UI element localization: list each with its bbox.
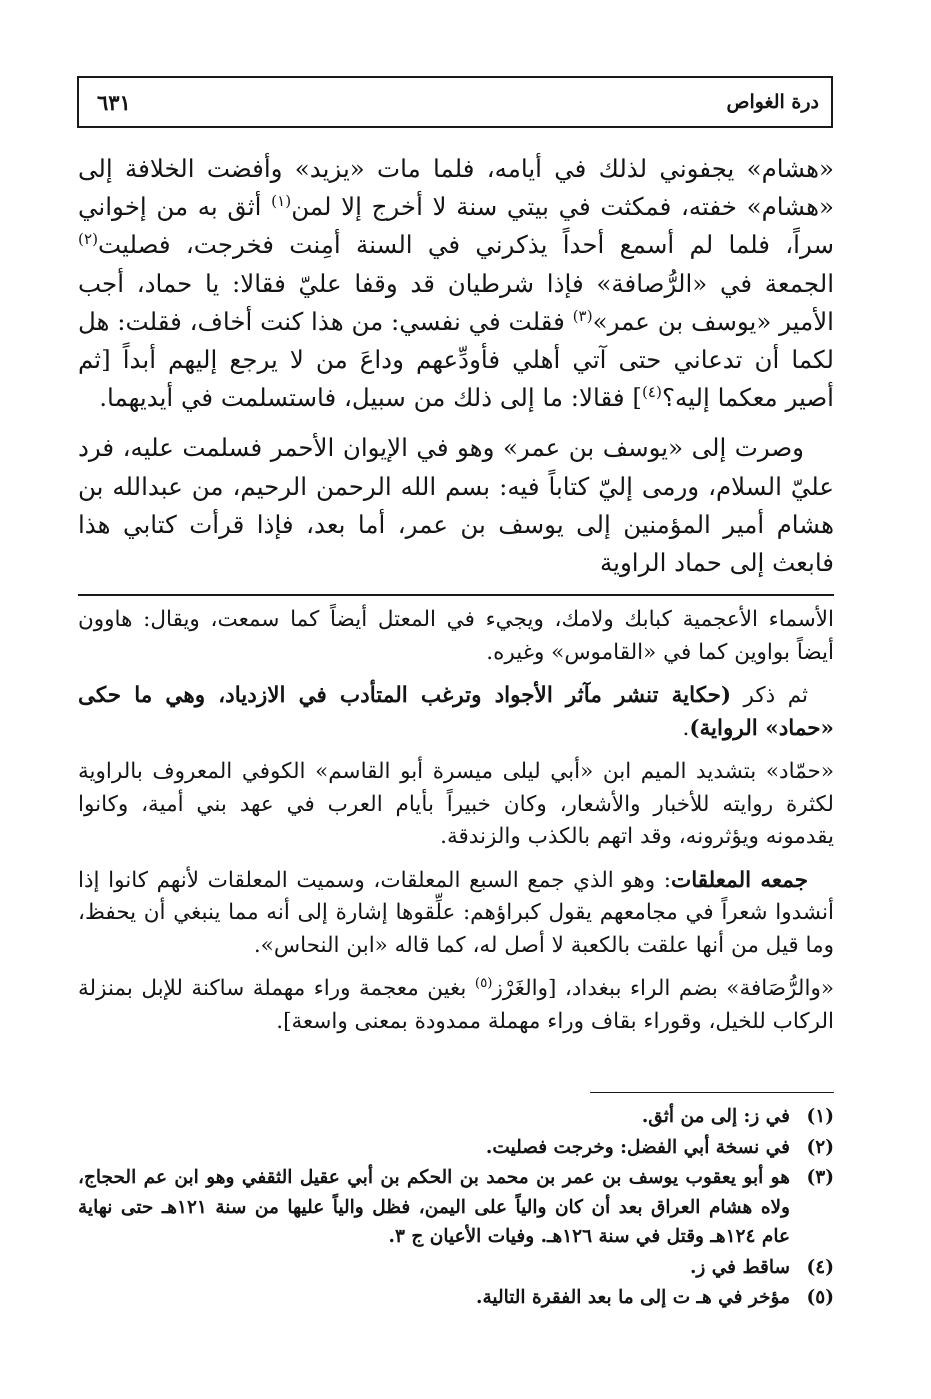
section-divider	[78, 594, 834, 596]
commentary-paragraph	[78, 680, 834, 745]
text-run: أثق به من إخواني سراً، فلما لم أسمع أحداً يذكرني في السنة أمِنت فخرجت، فصليت	[78, 192, 834, 260]
footnote-text: ساقط في ز.	[689, 1256, 790, 1278]
page-number: ٦٣١	[97, 89, 131, 115]
commentary-paragraph	[78, 973, 834, 1038]
running-title: درة الغواص	[726, 91, 819, 113]
text-run: بغين معجمة وراء مهملة ساكنة للإبل بمنزلة الركاب للخيل، وقوراء بقاف وراء مهملة ممدودة بمعنى واسعة].	[78, 976, 834, 1034]
footnote	[78, 1163, 834, 1252]
quoted-heading: (حكاية تنشر مآثر الأجواد وترغب المتأدب في الازدياد، وهي ما حكى «حماد» الرواية)	[78, 683, 834, 741]
footnote-ref: (٥)	[474, 975, 493, 991]
commentary-paragraph: «حمّاد» بتشديد الميم ابن «أبي ليلى ميسرة أبو القاسم» الكوفي المعروف بالراوية لكثرة روايته للأخبار والأشعار، وكان خبيراً بأيام العرب في عهد بني أمية، وكانوا يقدمونه ويؤثرونه، وقد اتهم بالكذب والزندقة.	[78, 759, 834, 849]
running-header	[77, 76, 833, 128]
text-run: «هشام» يجفوني لذلك في أيامه، فلما مات «يزيد» وأفضت الخلافة إلى «هشام» خفته، فمكثت في بيتي سنة لا أخرج إلا لمن	[78, 154, 835, 222]
footnote-text: مؤخر في هـ ت إلى ما بعد الفقرة التالية.	[476, 1287, 790, 1308]
text-run: «والرُّصَافة» بضم الراء ببغداد، [والغَرْز	[492, 976, 834, 1001]
footnote-number: (٢)	[806, 1136, 834, 1158]
text-run: ثم ذكر	[731, 683, 808, 708]
commentary-paragraph	[78, 865, 834, 963]
footnote-ref: (٢)	[78, 230, 99, 249]
footnote	[78, 1283, 834, 1313]
text-run: الجمعة في «الرُّصافة» فإذا شرطيان قد وقفا عليّ فقالا: يا حماد، أجب الأمير «يوسف بن عمر»	[78, 268, 834, 336]
footnote-text: في نسخة أبي الفضل: وخرجت فصليت.	[485, 1136, 790, 1158]
footnote-number: (٥)	[806, 1287, 834, 1308]
footnote-ref: (٤)	[641, 383, 662, 402]
footnote-number: (١)	[806, 1106, 834, 1127]
footnote-text: هو أبو يعقوب يوسف بن عمر بن محمد بن الحكم بن أبي عقيل الثقفي وهو ابن عم الحجاج، ولاه هشام العراق بعد أن كان والياً على اليمن، فظل والياً عليها من سنة ١٢١هـ حتى نهاية عام ١٢٤هـ وقتل في سنة ١٢٦هـ. وفيات الأعيان ج ٣.	[78, 1167, 790, 1247]
footnote-text: في ز: إلى من أثق.	[641, 1106, 790, 1127]
text-run: : وهو الذي جمع السبع المعلقات، وسميت المعلقات لأنهم كانوا إذا أنشدوا شعراً في مجامعهم يقول كبراؤهم: علِّقوها إشارة إلى أنه مما ينبغي أن يحفظ، وما قيل من أنها علقت بالكعبة لا أصل له، كما قاله «ابن النحاس».	[78, 867, 834, 958]
footnote-ref: (٣)	[572, 306, 593, 325]
footnotes	[78, 1102, 834, 1314]
footnote	[78, 1133, 834, 1163]
text-run: فقلت في نفسي: من هذا كنت أخاف، فقلت: هل لكما أن تدعاني حتى آتي أهلي فأودِّعهم وداعَ من لا يرجع إليهم أبداً [ثم أصير معكما إليه؟	[78, 306, 834, 413]
main-text	[78, 150, 834, 582]
footnote	[78, 1102, 834, 1132]
text-run: ] فقالا: ما إلى ذلك من سبيل، فاستسلمت في أيديهما.	[99, 383, 642, 413]
footnote-number: (٤)	[806, 1256, 834, 1278]
topic-heading: جمعه المعلقات	[671, 867, 808, 893]
commentary-paragraph: الأسماء الأعجمية كبابك ولامك، ويجيء في المعتل أيضاً كما سمعت، ويقال: هاوون أيضاً بواوين كما في «القاموس» وغيره.	[78, 607, 834, 665]
footnote	[78, 1253, 834, 1283]
main-paragraph: وصرت إلى «يوسف بن عمر» وهو في الإيوان الأحمر فسلمت عليه، فرد عليّ السلام، ورمى إليّ كتاباً فيه: بسم الله الرحمن الرحيم، من عبدالله بن هشام أمير المؤمنين إلى يوسف بن عمر، أما بعد، فإذا قرأت كتابي هذا فابعث إلى حماد الراوية	[78, 433, 834, 578]
footnote-ref: (١)	[271, 192, 292, 211]
text-run: .	[682, 715, 690, 741]
commentary	[78, 604, 834, 1049]
footnote-number: (٣)	[806, 1167, 834, 1188]
main-paragraph	[78, 150, 834, 417]
footnote-divider	[590, 1092, 834, 1093]
